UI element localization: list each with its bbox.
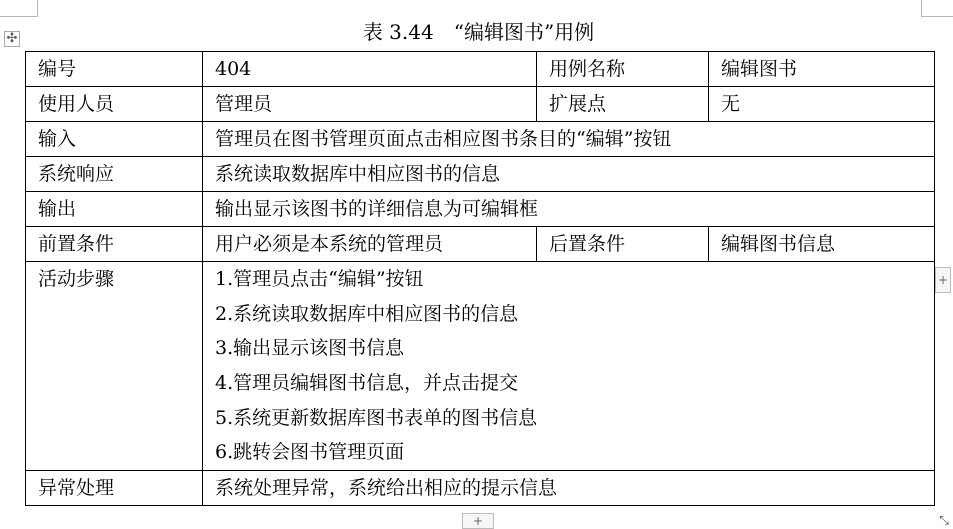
page-corner-mark-left — [0, 0, 38, 17]
step-item: 5.系统更新数据库图书表单的图书信息 — [215, 406, 538, 429]
step-item: 6.跳转会图书管理页面 — [215, 441, 405, 464]
cell-extension-label[interactable]: 扩展点 — [537, 87, 709, 122]
table-row-input — [26, 122, 935, 157]
table-row-id — [26, 52, 935, 87]
table-row-steps — [26, 262, 935, 471]
cell-id-label[interactable]: 编号 — [26, 52, 203, 87]
cell-response-value[interactable]: 系统读取数据库中相应图书的信息 — [203, 157, 935, 192]
table-row-actor — [26, 87, 935, 122]
cell-id-value[interactable]: 404 — [203, 52, 537, 87]
cell-output-value[interactable]: 输出显示该图书的详细信息为可编辑框 — [203, 192, 935, 227]
cell-steps-value[interactable] — [203, 262, 935, 471]
cell-extension-value[interactable]: 无 — [709, 87, 935, 122]
cell-input-label[interactable]: 输入 — [26, 122, 203, 157]
cell-usecase-name-label[interactable]: 用例名称 — [537, 52, 709, 87]
cell-input-value[interactable]: 管理员在图书管理页面点击相应图书条目的“编辑”按钮 — [203, 122, 935, 157]
cell-actor-value[interactable]: 管理员 — [203, 87, 537, 122]
step-item: 2.系统读取数据库中相应图书的信息 — [215, 302, 519, 325]
use-case-table — [25, 51, 935, 506]
cell-response-label[interactable]: 系统响应 — [26, 157, 203, 192]
step-item: 3.输出显示该图书信息 — [215, 337, 405, 360]
add-column-plus-icon[interactable]: + — [935, 267, 951, 293]
cell-exception-label[interactable]: 异常处理 — [26, 471, 203, 506]
cell-steps-label[interactable]: 活动步骤 — [26, 262, 203, 471]
table-caption: 表 3.44 “编辑图书”用例 — [362, 20, 595, 44]
table-move-handle-icon[interactable]: ✣ — [4, 31, 20, 47]
table-row-response — [26, 157, 935, 192]
cell-actor-label[interactable]: 使用人员 — [26, 87, 203, 122]
table-row-output — [26, 192, 935, 227]
cell-exception-value[interactable]: 系统处理异常，系统给出相应的提示信息 — [203, 471, 935, 506]
cell-postcondition-label[interactable]: 后置条件 — [537, 227, 709, 262]
cell-postcondition-value[interactable]: 编辑图书信息 — [709, 227, 935, 262]
step-item: 4.管理员编辑图书信息，并点击提交 — [215, 372, 519, 395]
cell-output-label[interactable]: 输出 — [26, 192, 203, 227]
cell-precondition-label[interactable]: 前置条件 — [26, 227, 203, 262]
table-resize-icon[interactable]: ⤡ — [939, 513, 949, 527]
page-corner-mark-right — [921, 0, 953, 17]
cell-usecase-name-value[interactable]: 编辑图书 — [709, 52, 935, 87]
add-row-plus-icon[interactable]: + — [462, 513, 494, 529]
cell-precondition-value[interactable]: 用户必须是本系统的管理员 — [203, 227, 537, 262]
step-item: 1.管理员点击“编辑”按钮 — [215, 268, 424, 290]
table-row-conditions — [26, 227, 935, 262]
table-row-exception — [26, 471, 935, 506]
